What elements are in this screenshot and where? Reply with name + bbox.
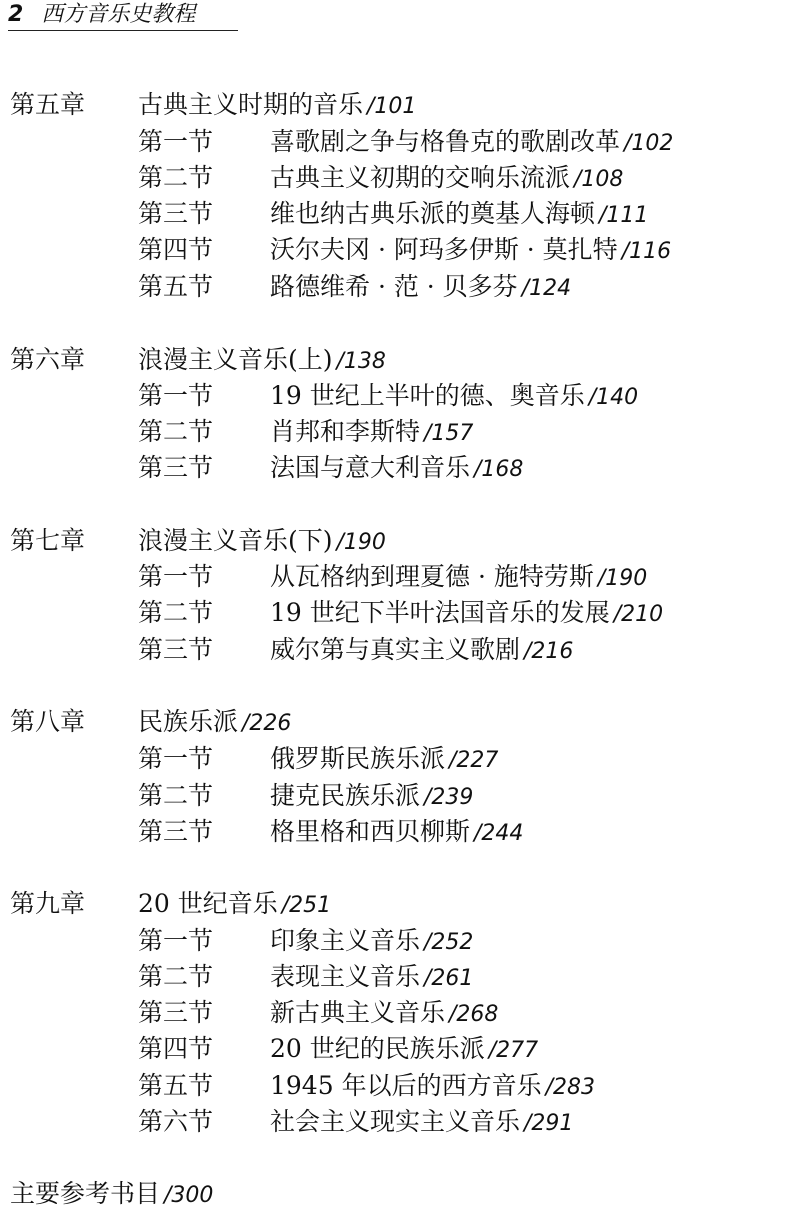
section-label: 第二节 — [138, 962, 214, 991]
toc-chapter-8[interactable] — [10, 707, 291, 737]
toc-section[interactable] — [138, 199, 648, 229]
toc-section[interactable] — [138, 1034, 538, 1064]
page-ref: /102 — [624, 131, 674, 156]
page-ref: /138 — [336, 349, 386, 374]
section-title: 沃尔夫冈 · 阿玛多伊斯 · 莫扎特 — [270, 235, 618, 264]
toc-chapter-5[interactable] — [10, 90, 416, 120]
section-label: 第一节 — [138, 127, 214, 156]
toc-section[interactable] — [138, 598, 663, 628]
section-title: 20 世纪的民族乐派 — [270, 1034, 485, 1063]
page-ref: /277 — [488, 1038, 539, 1063]
page-ref: /300 — [164, 1183, 214, 1208]
chapter-label: 第八章 — [10, 707, 86, 736]
section-title: 表现主义音乐 — [270, 962, 421, 991]
chapter-title: 浪漫主义音乐(下) — [138, 526, 333, 555]
section-title: 法国与意大利音乐 — [270, 453, 471, 482]
page-ref: /111 — [599, 203, 649, 228]
chapter-title: 古典主义时期的音乐 — [138, 90, 364, 119]
section-label: 第三节 — [138, 998, 214, 1027]
section-label: 第二节 — [138, 163, 214, 192]
page-ref: /101 — [367, 94, 417, 119]
page-ref: /108 — [574, 167, 624, 192]
running-header — [8, 2, 238, 31]
section-title: 捷克民族乐派 — [270, 781, 421, 810]
section-label: 第二节 — [138, 781, 214, 810]
section-label: 第三节 — [138, 817, 214, 846]
chapter-title: 浪漫主义音乐(上) — [138, 345, 333, 374]
page-ref: /244 — [474, 821, 524, 846]
toc-section[interactable] — [138, 127, 673, 157]
page-ref: /190 — [597, 566, 648, 591]
toc-section[interactable] — [138, 781, 473, 811]
toc-section[interactable] — [138, 744, 498, 774]
page-ref: /251 — [281, 893, 332, 918]
section-label: 第一节 — [138, 381, 214, 410]
section-title: 威尔第与真实主义歌剧 — [270, 635, 521, 664]
toc-section[interactable] — [138, 635, 573, 665]
chapter-label: 第六章 — [10, 345, 86, 374]
toc-chapter-9[interactable] — [10, 889, 331, 919]
section-label: 第三节 — [138, 453, 214, 482]
page-ref: /116 — [621, 239, 672, 264]
section-label: 第五节 — [138, 272, 214, 301]
toc-chapter-7[interactable] — [10, 526, 386, 556]
header-page-number: 2 — [8, 2, 24, 27]
page-ref: /226 — [242, 711, 292, 736]
header-book-title: 西方音乐史教程 — [41, 2, 196, 27]
section-label: 第四节 — [138, 1034, 214, 1063]
chapter-title: 20 世纪音乐 — [138, 889, 278, 918]
chapter-label: 第七章 — [10, 526, 86, 555]
section-title: 肖邦和李斯特 — [270, 417, 421, 446]
section-label: 第二节 — [138, 598, 214, 627]
section-title: 19 世纪上半叶的德、奥音乐 — [270, 381, 585, 410]
page-ref: /210 — [613, 602, 664, 627]
page-ref: /216 — [524, 639, 574, 664]
chapter-label: 第九章 — [10, 889, 86, 918]
toc-section[interactable] — [138, 1071, 595, 1101]
toc-section[interactable] — [138, 272, 571, 302]
section-title: 路德维希 · 范 · 贝多芬 — [270, 272, 518, 301]
section-label: 第三节 — [138, 199, 214, 228]
page-ref: /268 — [449, 1002, 499, 1027]
toc-section[interactable] — [138, 381, 638, 411]
toc-section[interactable] — [138, 1107, 573, 1137]
section-label: 第六节 — [138, 1107, 214, 1136]
references-title: 主要参考书目 — [10, 1179, 161, 1208]
section-label: 第三节 — [138, 635, 214, 664]
section-title: 19 世纪下半叶法国音乐的发展 — [270, 598, 610, 627]
section-label: 第一节 — [138, 744, 214, 773]
section-label: 第五节 — [138, 1071, 214, 1100]
page-ref: /239 — [424, 785, 474, 810]
toc-section[interactable] — [138, 962, 473, 992]
page-ref: /227 — [449, 748, 499, 773]
page-ref: /124 — [521, 276, 572, 301]
section-label: 第二节 — [138, 417, 214, 446]
toc-section[interactable] — [138, 163, 623, 193]
toc-section[interactable] — [138, 417, 473, 447]
page-ref: /291 — [524, 1111, 574, 1136]
section-label: 第四节 — [138, 235, 214, 264]
toc-section[interactable] — [138, 926, 473, 956]
page-ref: /168 — [474, 457, 524, 482]
toc-section[interactable] — [138, 998, 498, 1028]
section-title: 从瓦格纳到理夏德 · 施特劳斯 — [270, 562, 594, 591]
page-ref: /252 — [424, 930, 474, 955]
section-title: 格里格和西贝柳斯 — [270, 817, 471, 846]
page-ref: /261 — [424, 966, 474, 991]
toc-section[interactable] — [138, 235, 671, 265]
page-ref: /283 — [545, 1075, 595, 1100]
toc-section[interactable] — [138, 562, 647, 592]
section-title: 印象主义音乐 — [270, 926, 421, 955]
page-ref: /140 — [588, 385, 639, 410]
section-title: 喜歌剧之争与格鲁克的歌剧改革 — [270, 127, 621, 156]
toc-section[interactable] — [138, 817, 523, 847]
chapter-title: 民族乐派 — [138, 707, 239, 736]
section-title: 古典主义初期的交响乐流派 — [270, 163, 571, 192]
section-title: 社会主义现实主义音乐 — [270, 1107, 521, 1136]
section-title: 维也纳古典乐派的奠基人海顿 — [270, 199, 596, 228]
page-ref: /190 — [336, 530, 386, 555]
section-title: 新古典主义音乐 — [270, 998, 446, 1027]
section-label: 第一节 — [138, 926, 214, 955]
chapter-label: 第五章 — [10, 90, 86, 119]
section-label: 第一节 — [138, 562, 214, 591]
toc-references[interactable] — [10, 1179, 213, 1209]
section-title: 1945 年以后的西方音乐 — [270, 1071, 542, 1100]
section-title: 俄罗斯民族乐派 — [270, 744, 446, 773]
toc-section[interactable] — [138, 453, 523, 483]
page-ref: /157 — [424, 421, 474, 446]
toc-chapter-6[interactable] — [10, 345, 386, 375]
